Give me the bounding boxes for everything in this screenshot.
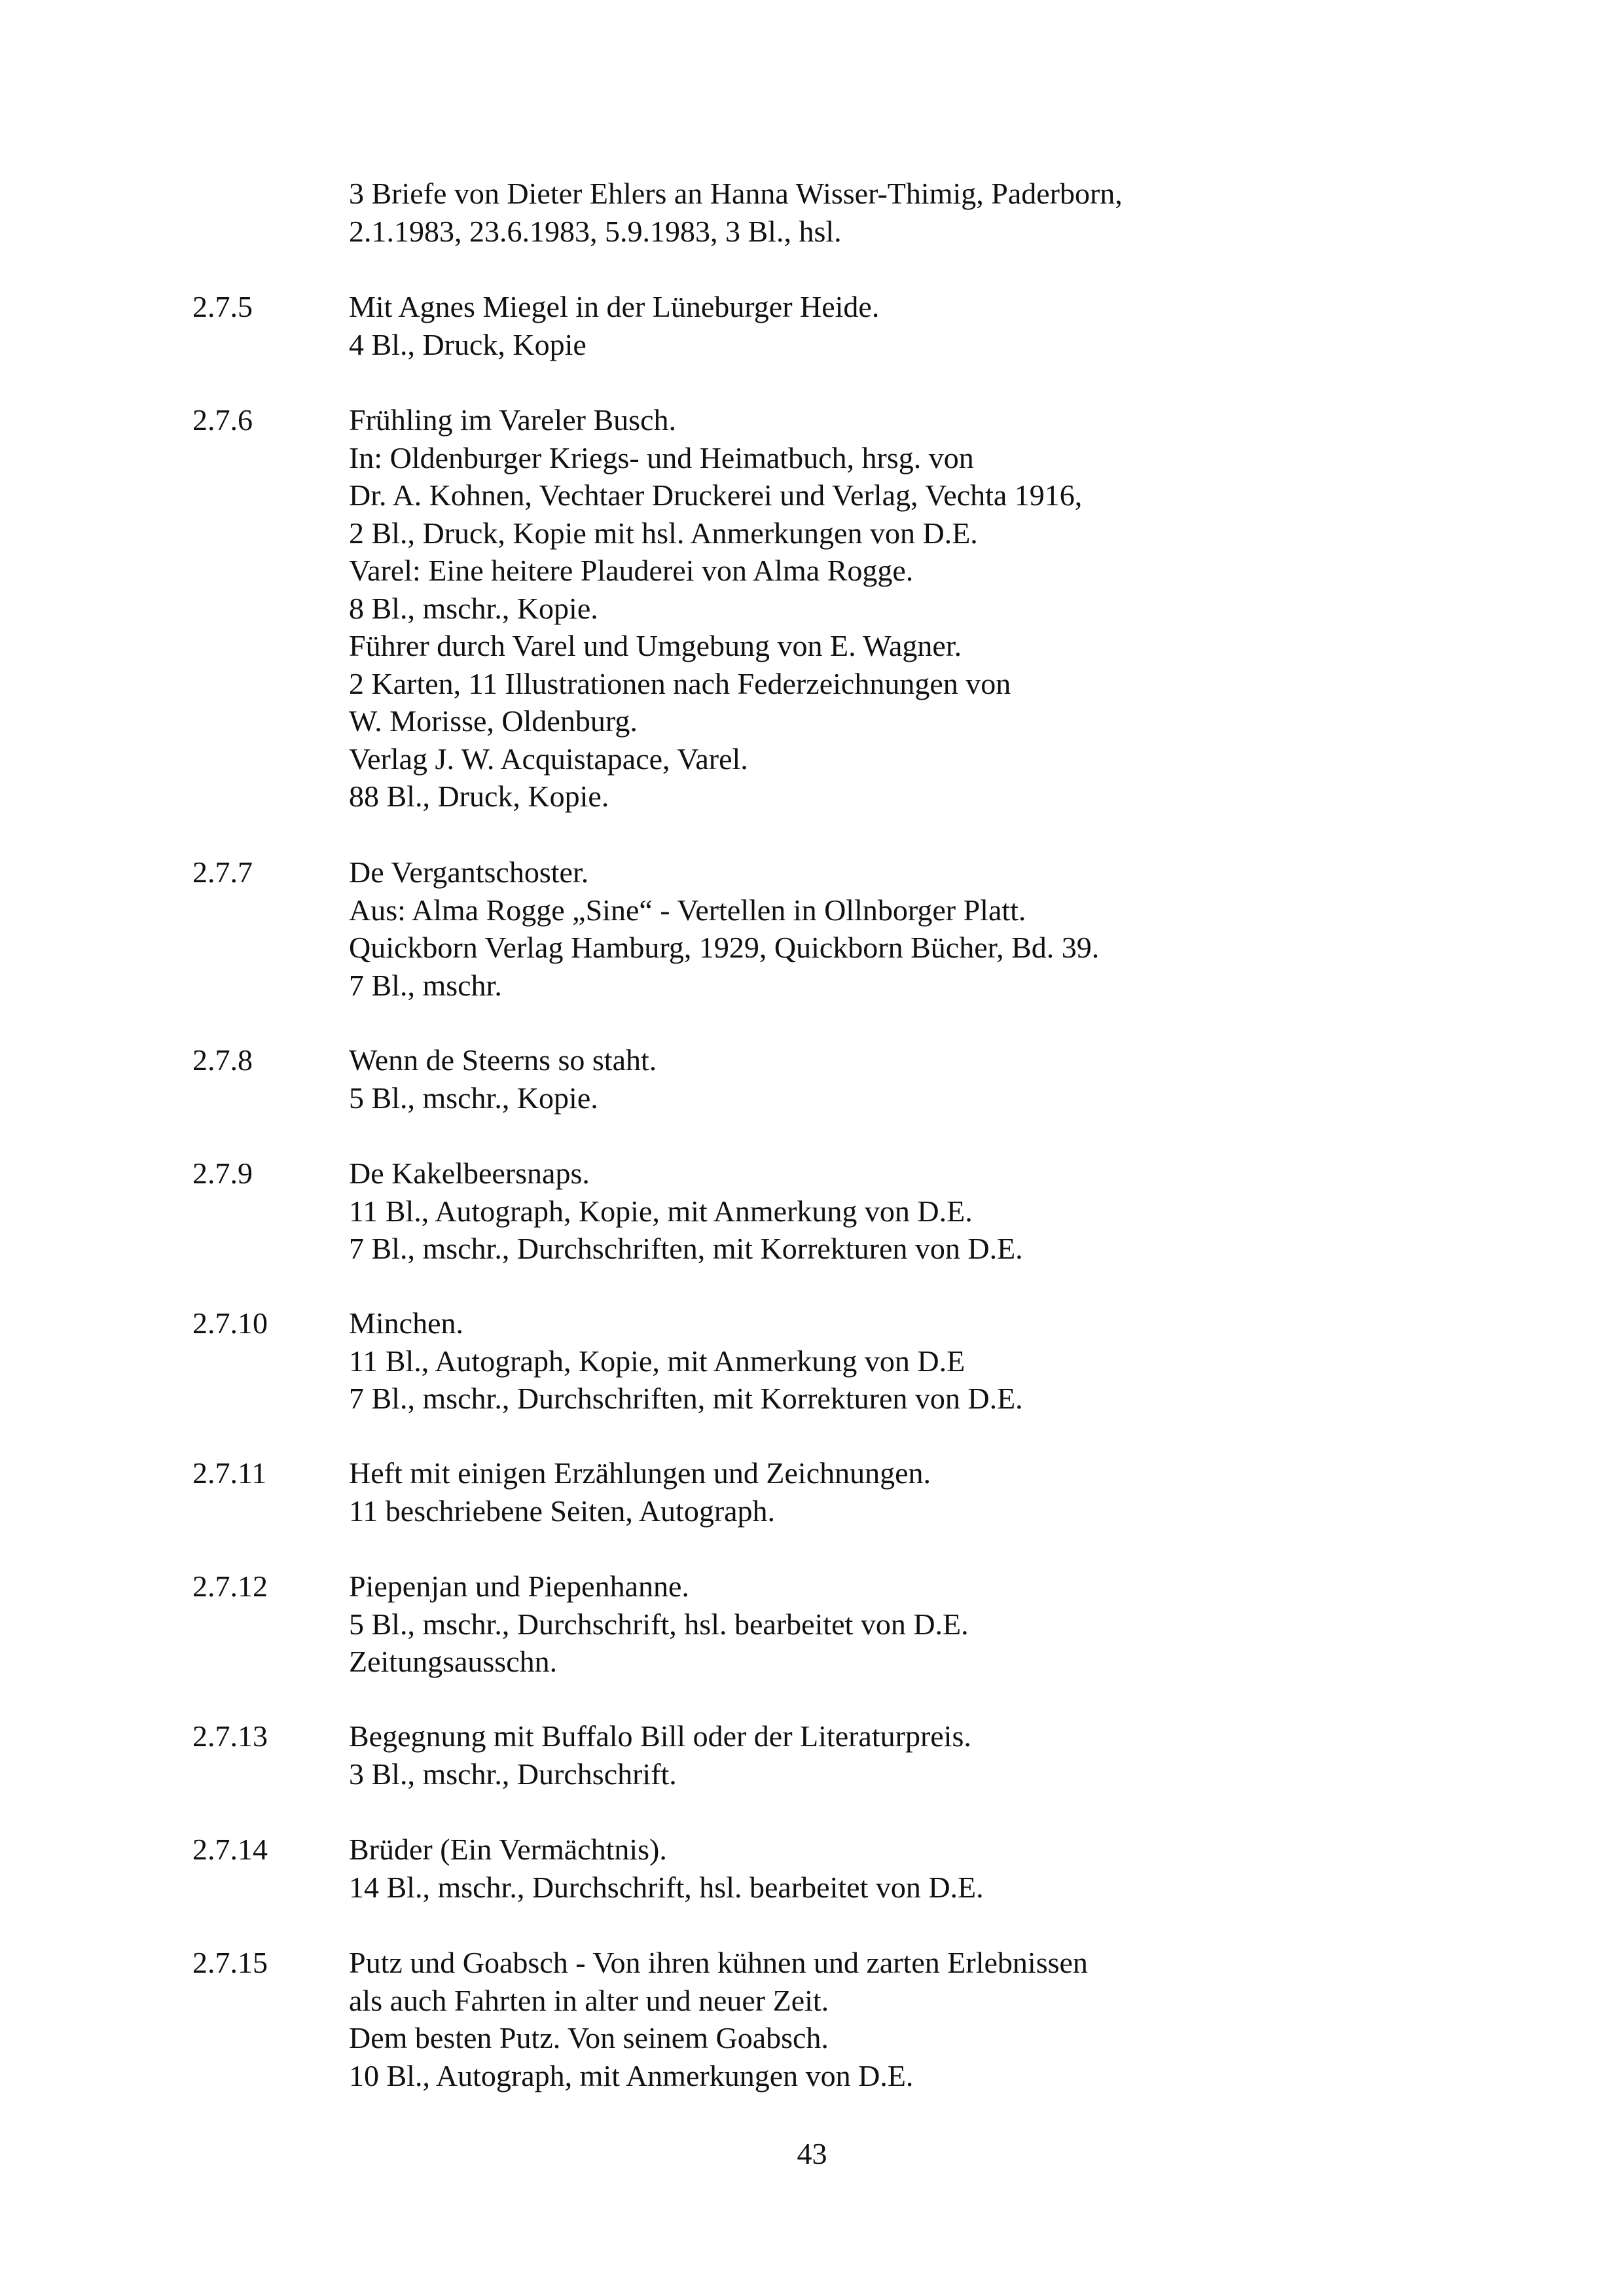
entry-number: 2.7.8: [192, 1043, 253, 1077]
entry-line: Brüder (Ein Vermächtnis).: [349, 1833, 667, 1866]
entry-line: De Vergantschoster.: [349, 855, 589, 889]
entry-line: 10 Bl., Autograph, mit Anmerkungen von D.E.: [349, 2058, 914, 2092]
entry-line: Quickborn Verlag Hamburg, 1929, Quickborn Bücher, Bd. 39.: [349, 931, 1100, 964]
entry-text: [349, 1304, 1527, 1418]
entry-number: 2.7.15: [192, 1946, 268, 1979]
entry-number: 2.7.6: [192, 403, 253, 437]
entry-number: 2.7.14: [192, 1833, 268, 1866]
entry-line: Heft mit einigen Erzählungen und Zeichnungen.: [349, 1456, 931, 1490]
entry-line: Aus: Alma Rogge „Sine“ - Vertellen in Ollnborger Platt.: [349, 893, 1026, 927]
entry-number: 2.7.7: [192, 855, 253, 889]
entry-line: 2 Bl., Druck, Kopie mit hsl. Anmerkungen von D.E.: [349, 516, 978, 550]
entry-line: 2 Karten, 11 Illustrationen nach Federzeichnungen von: [349, 666, 1011, 700]
entry-line: 11 Bl., Autograph, Kopie, mit Anmerkung von D.E: [349, 1344, 965, 1378]
entry-line: Putz und Goabsch - Von ihren kühnen und zarten Erlebnissen: [349, 1946, 1088, 1979]
entry-line: Verlag J. W. Acquistapace, Varel.: [349, 742, 748, 776]
entry-line: Varel: Eine heitere Plauderei von Alma Rogge.: [349, 554, 914, 587]
entry-line: Wenn de Steerns so staht.: [349, 1043, 657, 1077]
entry-number: 2.7.10: [192, 1306, 268, 1340]
entry-line: 5 Bl., mschr., Durchschrift, hsl. bearbeitet von D.E.: [349, 1607, 969, 1641]
entry-line: Dem besten Putz. Von seinem Goabsch.: [349, 2021, 829, 2054]
entry-line: Führer durch Varel und Umgebung von E. Wagner.: [349, 629, 962, 662]
entry-text: [349, 401, 1527, 816]
entry-text: [349, 1041, 1527, 1117]
entry-text: [349, 1717, 1527, 1793]
entry-line: Dr. A. Kohnen, Vechtaer Druckerei und Verlag, Vechta 1916,: [349, 478, 1083, 512]
page-number: 43: [797, 2137, 827, 2170]
entry-line: 4 Bl., Druck, Kopie: [349, 327, 586, 361]
entry-line: 7 Bl., mschr., Durchschriften, mit Korrekturen von D.E.: [349, 1382, 1023, 1415]
entry-line: Mit Agnes Miegel in der Lüneburger Heide.: [349, 290, 880, 323]
entry-text: [349, 853, 1527, 1004]
entry-line: als auch Fahrten in alter und neuer Zeit.: [349, 1983, 829, 2017]
entry-line: Begegnung mit Buffalo Bill oder der Literaturpreis.: [349, 1719, 971, 1753]
entry-text: [349, 1155, 1527, 1268]
entry-text: [349, 1568, 1527, 1681]
entry-text: [349, 1454, 1527, 1530]
entry-line: 7 Bl., mschr., Durchschriften, mit Korrekturen von D.E.: [349, 1232, 1023, 1265]
entry-line: 14 Bl., mschr., Durchschrift, hsl. bearbeitet von D.E.: [349, 1870, 984, 1904]
entry-line: Zeitungsausschn.: [349, 1645, 558, 1678]
entry-line: W. Morisse, Oldenburg.: [349, 704, 638, 738]
entry-number: 2.7.5: [192, 290, 253, 323]
entry-text: [349, 175, 1527, 250]
entry-line: 8 Bl., mschr., Kopie.: [349, 591, 598, 625]
entry-text: [349, 1944, 1527, 2094]
entry-line: 3 Briefe von Dieter Ehlers an Hanna Wisser-Thimig, Paderborn,: [349, 177, 1123, 210]
entry-line: Frühling im Vareler Busch.: [349, 403, 676, 437]
entry-line: De Kakelbeersnaps.: [349, 1157, 590, 1190]
entry-line: 11 beschriebene Seiten, Autograph.: [349, 1494, 776, 1528]
entry-line: 3 Bl., mschr., Durchschrift.: [349, 1757, 677, 1791]
entry-line: 88 Bl., Druck, Kopie.: [349, 780, 609, 813]
entry-number: 2.7.9: [192, 1157, 253, 1190]
entry-line: 7 Bl., mschr.: [349, 968, 502, 1002]
entry-number: 2.7.12: [192, 1570, 268, 1603]
entry-line: 5 Bl., mschr., Kopie.: [349, 1081, 598, 1115]
entry-number: 2.7.13: [192, 1719, 268, 1753]
entry-line: 2.1.1983, 23.6.1983, 5.9.1983, 3 Bl., hsl.: [349, 214, 842, 248]
entry-line: Minchen.: [349, 1306, 464, 1340]
entry-text: [349, 288, 1527, 363]
entry-text: [349, 1831, 1527, 1906]
entry-line: In: Oldenburger Kriegs- und Heimatbuch, hrsg. von: [349, 440, 974, 475]
entry-line: 11 Bl., Autograph, Kopie, mit Anmerkung von D.E.: [349, 1194, 973, 1228]
entry-line: Piepenjan und Piepenhanne.: [349, 1570, 689, 1603]
entry-number: 2.7.11: [192, 1456, 267, 1490]
